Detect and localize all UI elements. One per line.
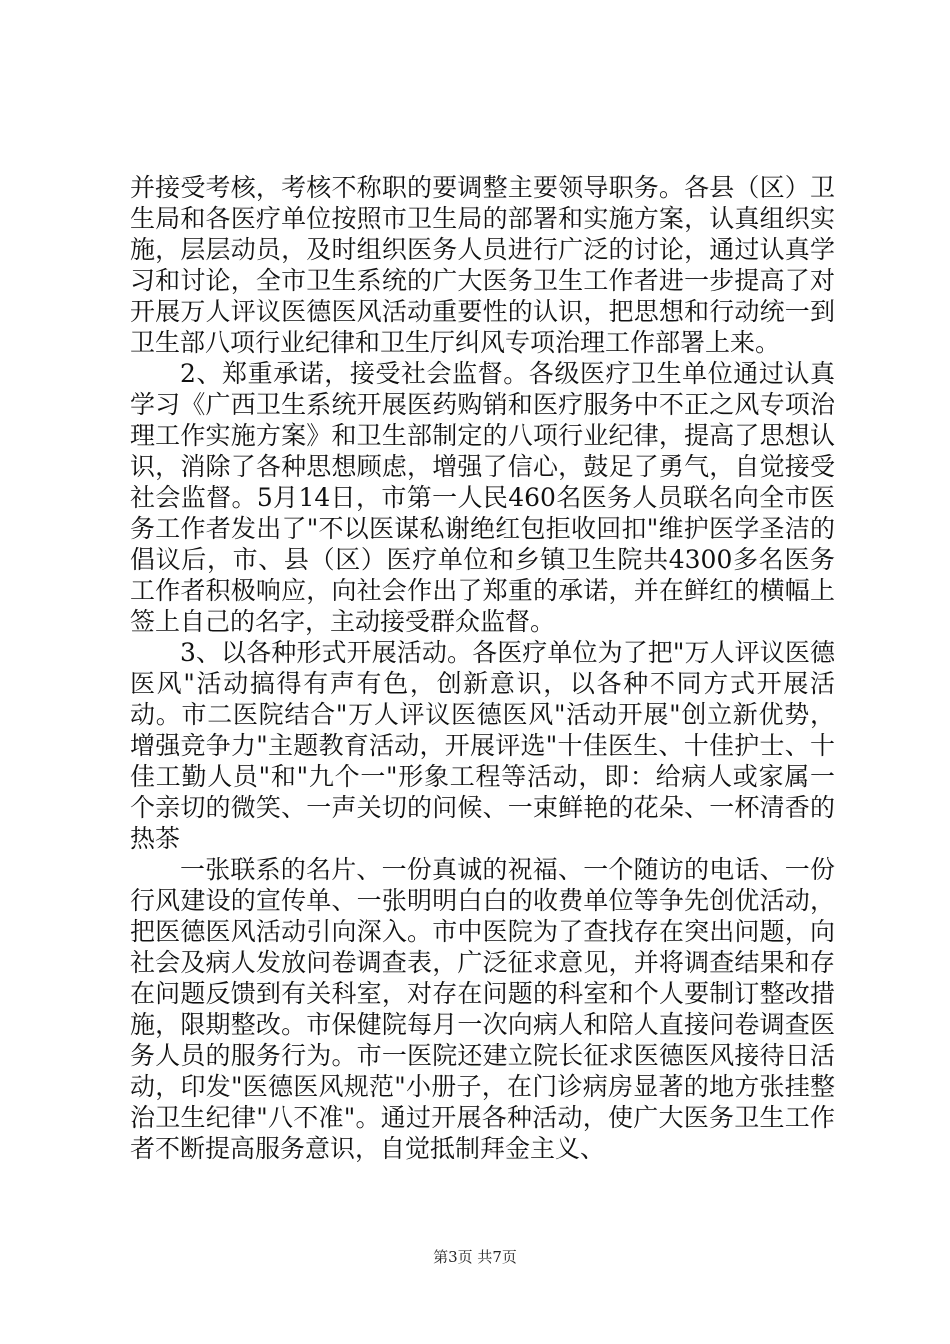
page-footer: 第3页 共7页 <box>433 1248 517 1266</box>
paragraph-4: 一张联系的名片、一份真诚的祝福、一个随访的电话、一份行风建设的宣传单、一张明明白白的收费单位等争先创优活动，把医德医风活动引向深入。市中医院为了查找存在突出问题，向社会及病人发放问卷调查表，广泛征求意见，并将调查结果和存在问题反馈到有关科室，对存在问题的科室和个人要制订整改措施，限期整改。市保健院每月一次向病人和陪人直接问卷调查医务人员的服务行为。市一医院还建立院长征求医德医风接待日活动，印发"医德医风规范"小册子，在门诊病房显著的地方张挂整治卫生纪律"八不准"。通过开展各种活动，使广大医务卫生工作者不断提高服务意识，自觉抵制拜金主义、 <box>130 855 835 1163</box>
paragraph-3: 3、以各种形式开展活动。各医疗单位为了把"万人评议医德医风"活动搞得有声有色，创新意识，以各种不同方式开展活动。市二医院结合"万人评议医德医风"活动开展"创立新优势，增强竞争力"主题教育活动，开展评选"十佳医生、十佳护士、十佳工勤人员"和"九个一"形象工程等活动，即：给病人或家属一个亲切的微笑、一声关切的问候、一束鲜艳的花朵、一杯清香的热茶 <box>130 638 835 853</box>
paragraph-1: 并接受考核，考核不称职的要调整主要领导职务。各县（区）卫生局和各医疗单位按照市卫生局的部署和实施方案，认真组织实施，层层动员，及时组织医务人员进行广泛的讨论，通过认真学习和讨论，全市卫生系统的广大医务卫生工作者进一步提高了对开展万人评议医德医风活动重要性的认识，把思想和行动统一到卫生部八项行业纪律和卫生厅纠风专项治理工作部署上来。 <box>130 173 835 357</box>
body-text <box>130 172 835 1164</box>
paragraph-2: 2、郑重承诺，接受社会监督。各级医疗卫生单位通过认真学习《广西卫生系统开展医药购销和医疗服务中不正之风专项治理工作实施方案》和卫生部制定的八项行业纪律，提高了思想认识，消除了各种思想顾虑，增强了信心，鼓足了勇气，自觉接受社会监督。5月14日，市第一人民460名医务人员联名向全市医务工作者发出了"不以医谋私谢绝红包拒收回扣"维护医学圣洁的倡议后，市、县（区）医疗单位和乡镇卫生院共4300多名医务工作者积极响应，向社会作出了郑重的承诺，并在鲜红的横幅上签上自己的名字，主动接受群众监督。 <box>130 359 835 636</box>
